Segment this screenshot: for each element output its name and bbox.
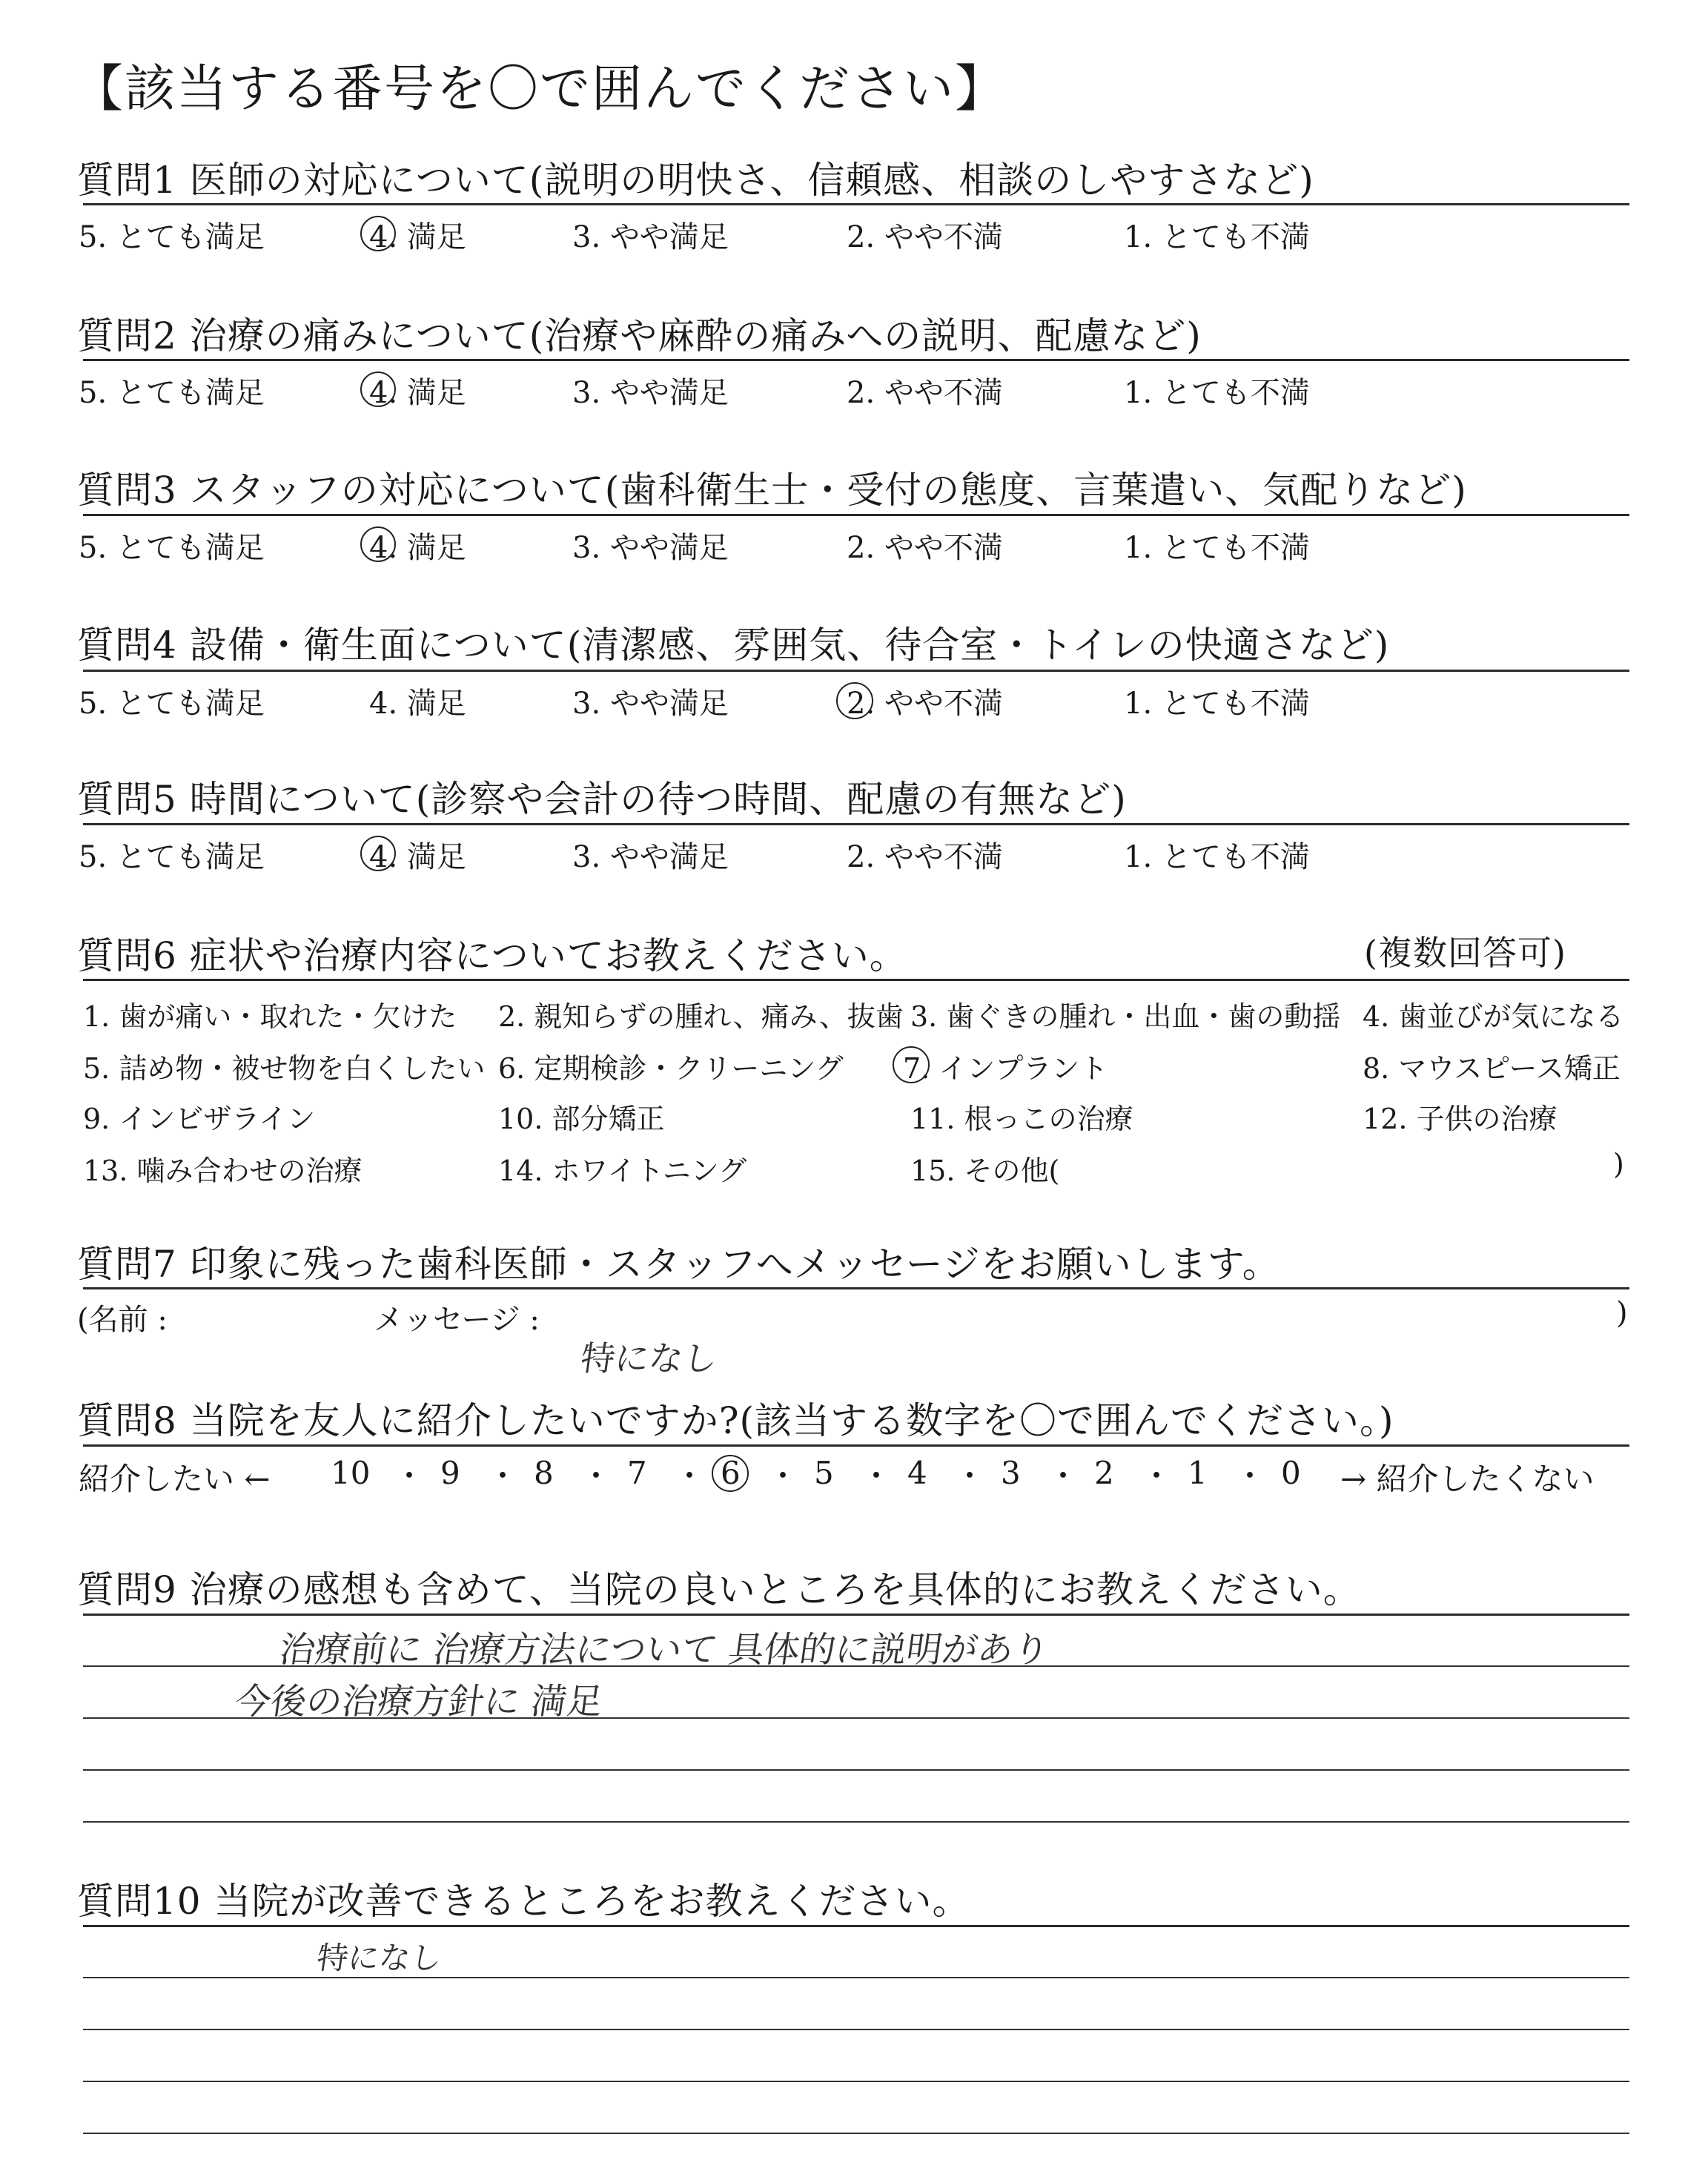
answer-line <box>83 1769 1629 1771</box>
q8-dot: ・ <box>394 1458 426 1494</box>
q6-option-7[interactable]: 7. インプラント <box>903 1052 1108 1085</box>
question-2-label: 質問2 治療の痛みについて(治療や麻酔の痛みへの説明、配慮など) <box>77 314 1202 357</box>
q6-option-10[interactable]: 10. 部分矯正 <box>498 1103 665 1135</box>
question-4-label: 質問4 設備・衛生面について(清潔感、雰囲気、待合室・トイレの快適さなど) <box>77 624 1390 667</box>
q6-option-5[interactable]: 5. 詰め物・被せ物を白くしたい <box>83 1052 486 1085</box>
q5-option-3[interactable]: 3. やや満足 <box>572 840 729 874</box>
answer-line <box>83 2029 1629 2030</box>
q8-dot: ・ <box>487 1458 519 1494</box>
q7-message-label: メッセージ : <box>374 1303 540 1337</box>
question-9-label: 質問9 治療の感想も含めて、当院の良いところを具体的にお教えください。 <box>77 1568 1361 1611</box>
q3-option-5[interactable]: 5. とても満足 <box>79 531 265 565</box>
question-2-divider <box>83 359 1629 361</box>
question-1-label: 質問1 医師の対応について(説明の明快さ、信頼感、相談のしやすさなど) <box>77 159 1314 202</box>
q4-option-1[interactable]: 1. とても不満 <box>1124 687 1310 721</box>
q8-scale-6[interactable]: 6 <box>721 1455 741 1491</box>
q8-dot: ・ <box>767 1458 799 1494</box>
q8-scale-9[interactable]: 9 <box>440 1455 460 1491</box>
q2-option-1[interactable]: 1. とても不満 <box>1124 376 1310 410</box>
q3-option-1[interactable]: 1. とても不満 <box>1124 531 1310 565</box>
q4-option-3[interactable]: 3. やや満足 <box>572 687 729 721</box>
q5-option-4[interactable]: 4. 満足 <box>369 840 466 874</box>
q8-scale-5[interactable]: 5 <box>814 1455 834 1491</box>
q3-selection-circle <box>360 526 396 562</box>
q6-option-12[interactable]: 12. 子供の治療 <box>1363 1103 1558 1135</box>
q8-right-label: → 紹介したくない <box>1340 1461 1595 1497</box>
q6-option-11[interactable]: 11. 根っこの治療 <box>910 1103 1133 1135</box>
q5-option-2[interactable]: 2. やや不満 <box>847 840 1003 874</box>
q9-handwritten-line-1: 治療前に 治療方法について 具体的に説明があり <box>277 1629 1052 1671</box>
question-5-label: 質問5 時間について(診察や会計の待つ時間、配慮の有無など) <box>77 778 1127 821</box>
q6-option-9[interactable]: 9. インビザライン <box>83 1103 316 1135</box>
q1-option-2[interactable]: 2. やや不満 <box>847 220 1003 254</box>
q2-option-2[interactable]: 2. やや不満 <box>847 376 1003 410</box>
q7-handwritten-message: 特になし <box>577 1338 721 1378</box>
question-7-divider <box>83 1287 1629 1289</box>
q4-option-4[interactable]: 4. 満足 <box>369 687 466 721</box>
question-6-note: (複数回答可) <box>1364 933 1566 973</box>
question-10-label: 質問10 当院が改善できるところをお教えください。 <box>77 1880 970 1923</box>
q8-dot: ・ <box>1234 1458 1266 1494</box>
q8-dot: ・ <box>861 1458 893 1494</box>
q1-selection-circle <box>360 216 396 251</box>
q8-scale-0[interactable]: 0 <box>1281 1455 1301 1491</box>
question-4-divider <box>83 670 1629 672</box>
question-10-divider <box>83 1925 1629 1927</box>
answer-line <box>83 2133 1629 2134</box>
q7-name-label: (名前 : <box>77 1303 168 1337</box>
q2-selection-circle <box>360 371 396 407</box>
q3-option-2[interactable]: 2. やや不満 <box>847 531 1003 565</box>
q6-selection-circle <box>893 1046 930 1083</box>
q8-scale-8[interactable]: 8 <box>534 1455 554 1491</box>
q8-dot: ・ <box>1047 1458 1079 1494</box>
q8-scale-1[interactable]: 1 <box>1188 1455 1208 1491</box>
q6-option-4[interactable]: 4. 歯並びが気になる <box>1363 1000 1624 1033</box>
q6-option-15[interactable]: 15. その他( <box>910 1155 1060 1187</box>
q8-scale-2[interactable]: 2 <box>1094 1455 1114 1491</box>
answer-line <box>83 1821 1629 1823</box>
q8-scale-7[interactable]: 7 <box>627 1455 647 1491</box>
q1-option-1[interactable]: 1. とても不満 <box>1124 220 1310 254</box>
q4-option-5[interactable]: 5. とても満足 <box>79 687 265 721</box>
q4-option-2[interactable]: 2. やや不満 <box>847 687 1003 721</box>
question-6-label: 質問6 症状や治療内容についてお教えください。 <box>77 934 907 977</box>
q1-option-3[interactable]: 3. やや満足 <box>572 220 729 254</box>
q3-option-4[interactable]: 4. 満足 <box>369 531 466 565</box>
q10-handwritten-answer: 特になし <box>314 1940 445 1976</box>
q2-option-4[interactable]: 4. 満足 <box>369 376 466 410</box>
q6-option-6[interactable]: 6. 定期検診・クリーニング <box>498 1052 844 1085</box>
q6-option-14[interactable]: 14. ホワイトニング <box>498 1155 747 1187</box>
q7-close: ) <box>1616 1296 1628 1330</box>
q8-dot: ・ <box>954 1458 986 1494</box>
q8-dot: ・ <box>580 1458 612 1494</box>
q8-scale-10[interactable]: 10 <box>331 1455 371 1491</box>
q8-scale-4[interactable]: 4 <box>907 1455 927 1491</box>
question-6-divider <box>83 979 1629 981</box>
q1-option-5[interactable]: 5. とても満足 <box>79 220 265 254</box>
q8-selection-circle <box>712 1455 749 1492</box>
question-8-label: 質問8 当院を友人に紹介したいですか?(該当する数字を〇で囲んでください。) <box>77 1399 1394 1442</box>
answer-line <box>83 2081 1629 2082</box>
q5-option-1[interactable]: 1. とても不満 <box>1124 840 1310 874</box>
q6-option-8[interactable]: 8. マウスピース矯正 <box>1363 1052 1621 1085</box>
question-3-divider <box>83 514 1629 516</box>
question-3-label: 質問3 スタッフの対応について(歯科衛生士・受付の態度、言葉遣い、気配りなど) <box>77 469 1467 512</box>
q5-option-5[interactable]: 5. とても満足 <box>79 840 265 874</box>
q6-option-1[interactable]: 1. 歯が痛い・取れた・欠けた <box>83 1000 457 1033</box>
q6-option-2[interactable]: 2. 親知らずの腫れ、痛み、抜歯 <box>498 1000 904 1033</box>
q9-handwritten-line-2: 今後の治療方針に 満足 <box>232 1681 606 1723</box>
q6-other-close: ) <box>1613 1148 1624 1180</box>
q6-option-13[interactable]: 13. 噛み合わせの治療 <box>83 1155 363 1187</box>
question-1-divider <box>83 203 1629 205</box>
q6-option-3[interactable]: 3. 歯ぐきの腫れ・出血・歯の動揺 <box>910 1000 1341 1033</box>
q2-option-5[interactable]: 5. とても満足 <box>79 376 265 410</box>
q8-left-label: 紹介したい ← <box>79 1461 271 1497</box>
q8-dot: ・ <box>1141 1458 1173 1494</box>
q4-selection-circle <box>836 682 873 719</box>
question-9-divider <box>83 1614 1629 1616</box>
question-8-divider <box>83 1444 1629 1447</box>
q8-scale-3[interactable]: 3 <box>1001 1455 1021 1491</box>
q5-selection-circle <box>360 836 396 871</box>
q1-option-4[interactable]: 4. 満足 <box>369 220 466 254</box>
q2-option-3[interactable]: 3. やや満足 <box>572 376 729 410</box>
form-title: 【該当する番号を〇で囲んでください】 <box>73 60 1007 119</box>
q8-dot: ・ <box>674 1458 706 1494</box>
q3-option-3[interactable]: 3. やや満足 <box>572 531 729 565</box>
question-7-label: 質問7 印象に残った歯科医師・スタッフへメッセージをお願いします。 <box>77 1243 1280 1286</box>
question-5-divider <box>83 823 1629 825</box>
